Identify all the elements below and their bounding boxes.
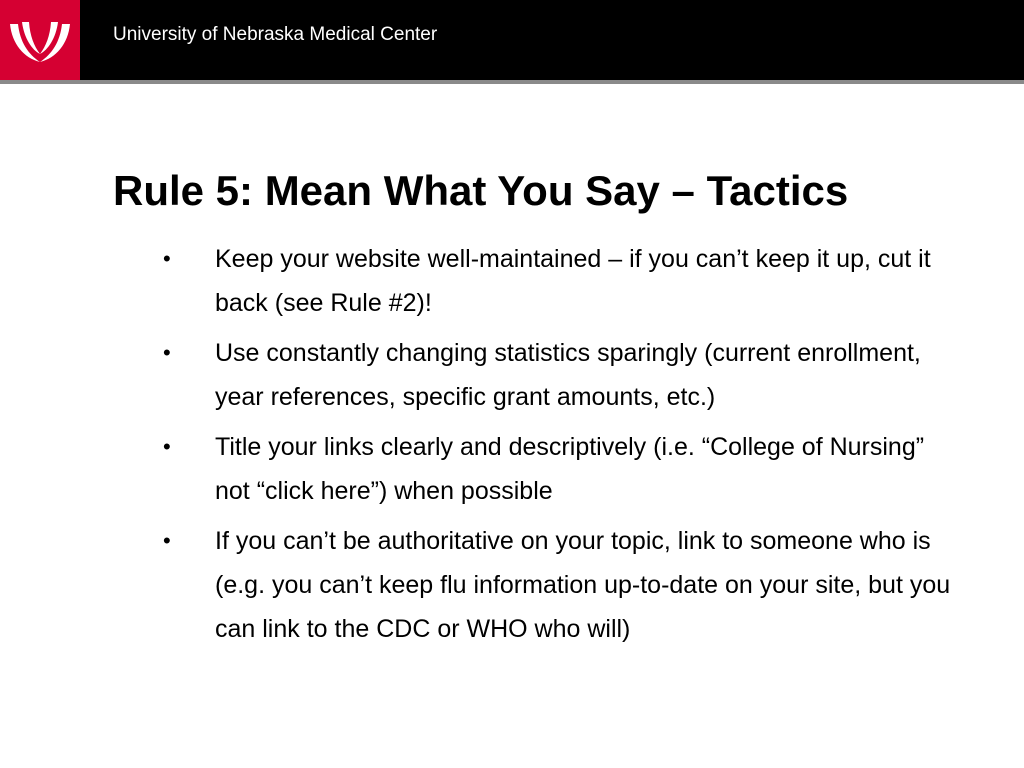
bullet-marker: • xyxy=(163,528,171,553)
header-bar xyxy=(0,0,1024,80)
bullet-text: Title your links clearly and descriptively (i.e. “College of Nursing” not “click here”) when possible xyxy=(215,433,925,505)
bullet-text: Use constantly changing statistics sparingly (current enrollment, year references, specific grant amounts, etc.) xyxy=(215,339,921,411)
bullet-text: If you can’t be authoritative on your topic, link to someone who is (e.g. you can’t keep flu information up-to-date on your site, but you can link to the CDC or WHO who will) xyxy=(215,527,951,643)
slide-title: Rule 5: Mean What You Say – Tactics xyxy=(113,167,849,214)
bullet-item xyxy=(163,425,963,513)
bullet-marker: • xyxy=(163,434,171,459)
bullet-text: Keep your website well-maintained – if you can’t keep it up, cut it back (see Rule #2)! xyxy=(215,245,931,317)
bullet-item xyxy=(163,519,963,651)
bullet-item xyxy=(163,237,963,325)
bullet-marker: • xyxy=(163,246,171,271)
institution-name: University of Nebraska Medical Center xyxy=(113,24,438,45)
header-divider xyxy=(0,80,1024,84)
bullet-marker: • xyxy=(163,340,171,365)
bullet-list xyxy=(163,237,963,657)
bullet-item xyxy=(163,331,963,419)
unmc-logo-icon xyxy=(0,0,80,80)
